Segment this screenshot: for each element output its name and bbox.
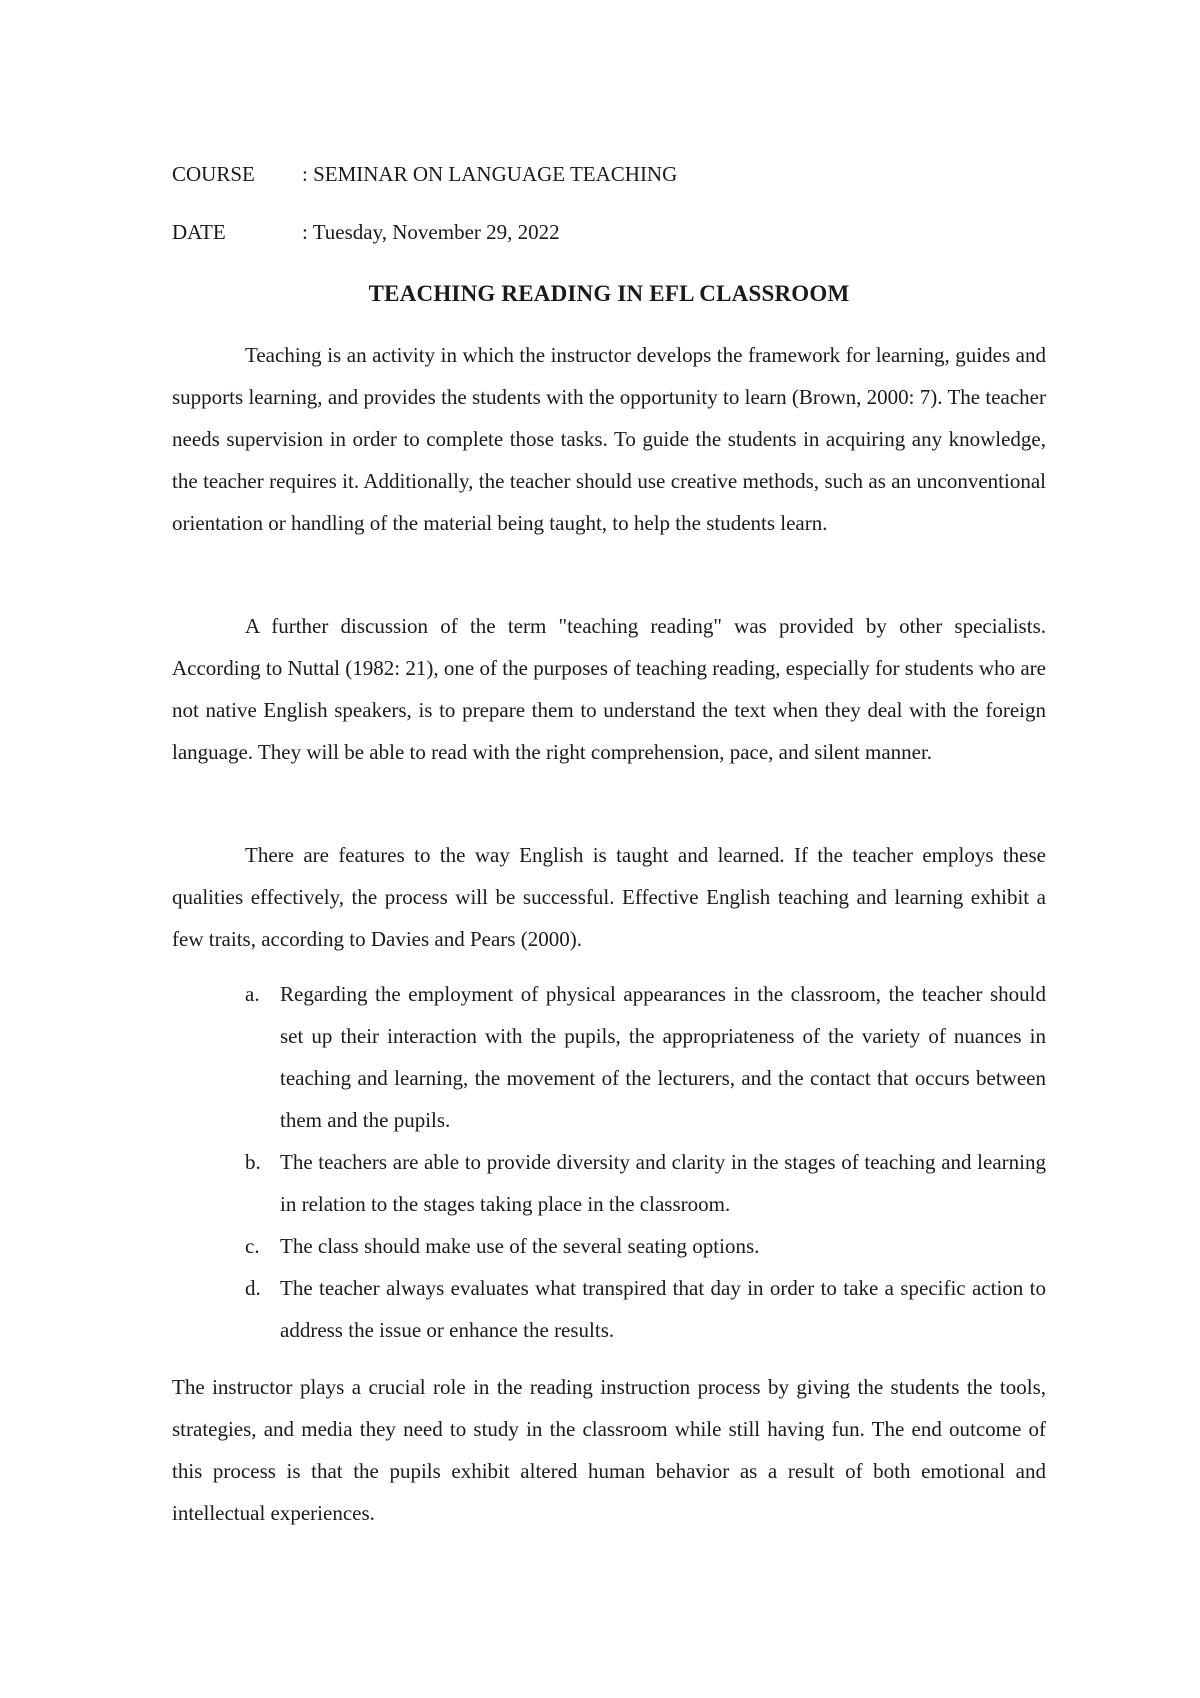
list-item-text: The teacher always evaluates what transpired that day in order to take a specific action to address the issue or enhance the results. (280, 1276, 1046, 1342)
list-item-text: Regarding the employment of physical appearances in the classroom, the teacher should set up their interaction with the pupils, the appropriateness of the variety of nuances in teaching and learning, the movement of the lecturers, and the contact that occurs between them and the pupils. (280, 982, 1046, 1132)
paragraph-effective-traits: There are features to the way English is taught and learned. If the teacher employs these qualities effectively, the process will be successful. Effective English teaching and learning exhibit a few traits, according to Davies and Pears (2000). (172, 843, 1046, 951)
list-item (245, 973, 1046, 1141)
paragraph-teaching-definition: Teaching is an activity in which the instructor develops the framework for learning, guides and supports learning, and provides the students with the opportunity to learn (Brown, 2000: 7). The teacher needs supervision in order to complete those tasks. To guide the students in acquiring any knowledge, the teacher requires it. Additionally, the teacher should use creative methods, such as an unconventional orientation or handling of the material being taught, to help the students learn. (172, 343, 1046, 535)
list-item-text: The teachers are able to provide diversity and clarity in the stages of teaching and learning in relation to the stages taking place in the classroom. (280, 1150, 1046, 1216)
list-marker: c. (245, 1234, 260, 1258)
list-marker: a. (245, 982, 260, 1006)
list-item (245, 1141, 1046, 1225)
course-value: : SEMINAR ON LANGUAGE TEACHING (302, 162, 678, 186)
course-label: COURSE (172, 162, 255, 186)
list-item (245, 1225, 1046, 1267)
date-row (172, 218, 560, 246)
date-value: : Tuesday, November 29, 2022 (302, 220, 560, 244)
list-marker: b. (245, 1150, 261, 1174)
traits-list (245, 973, 1046, 1351)
document-title: TEACHING READING IN EFL CLASSROOM (368, 281, 850, 306)
list-item (245, 1267, 1046, 1351)
list-marker: d. (245, 1276, 261, 1300)
paragraph-closing: The instructor plays a crucial role in the reading instruction process by giving the students the tools, strategies, and media they need to study in the classroom while still having fun. The end outcome of this process is that the pupils exhibit altered human behavior as a result of both emotional and intellectual experiences. (172, 1375, 1046, 1525)
course-row (172, 160, 677, 188)
list-item-text: The class should make use of the several seating options. (280, 1234, 760, 1258)
date-label: DATE (172, 220, 226, 244)
paragraph-teaching-reading: A further discussion of the term "teaching reading" was provided by other specialists. According to Nuttal (1982: 21), one of the purposes of teaching reading, especially for students who are not native English speakers, is to prepare them to understand the text when they deal with the foreign language. They will be able to read with the right comprehension, pace, and silent manner. (172, 614, 1046, 764)
